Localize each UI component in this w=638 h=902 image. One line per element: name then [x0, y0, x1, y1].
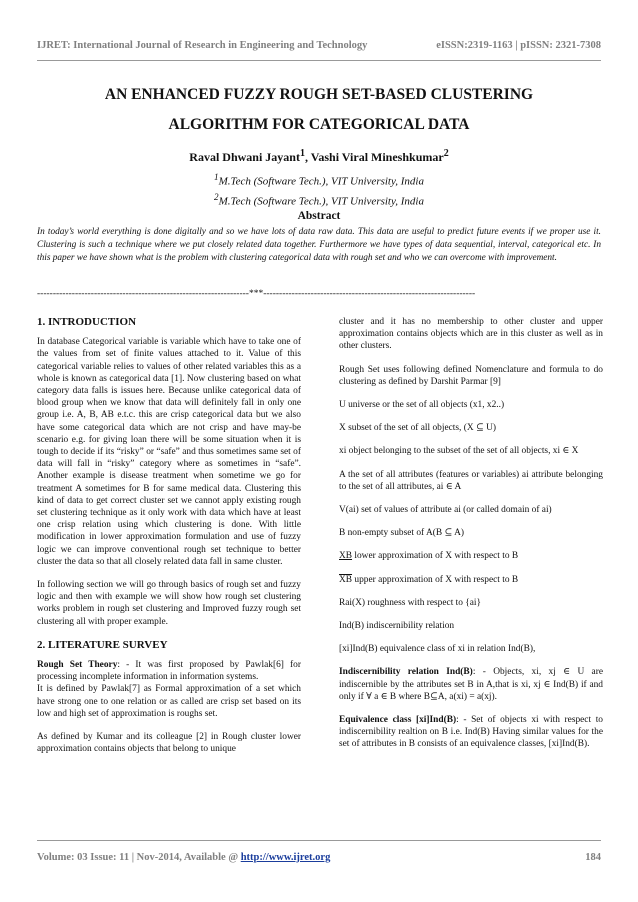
nomenclature-intro: Rough Set uses following defined Nomenclature and formula to do clustering as defined by Darshit Parmar [9]: [339, 364, 603, 387]
def-indiscernibility: Ind(B) indiscernibility relation: [339, 621, 455, 632]
pawlak-definition-paragraph: It is defined by Pawlak[7] as Formal approximation of a set which have strong one to one relation or as called are crisp set based on its low and high set of approximation is roughs set.: [37, 684, 301, 719]
heading-introduction: 1. INTRODUCTION: [37, 316, 137, 328]
section-separator: -------------------------------------------------------------------***-------------------------------------------------------------------: [37, 289, 476, 299]
author-separator: ,: [304, 150, 311, 164]
intro-paragraph-1: In database Categorical variable is variable which have to take one of the values from set of finite values attached to it. Value of this categorical variable relies to values of other related variables this as a whole is known as categorical data [1]. Now clustering based on what category data falls is issues here. Because unlike categorical data of blood group when we know that data will definitely fall in only one group i.e. A, B, AB e.t.c. this are crisp categorical data but we also have some categorical data which are not crisp and have may-be scenario e.g. for giving loan there will be some situation when it is tough to decide if its “risky” or “safe” and thus sometimes same set of data will fall in “risky” category where as sometimes in “safe”. Another example is disease treatment when sometime we go for treatment A sometimes for B for same medical data. Clustering this kind of data to get correct cluster set we cannot apply existing rough set clustering technique as it only work with data which have at least one crisp relation using which clustering is done. With little modification in lower approximation formulation and use of fuzzy logic we can improve conventional rough set technique to better cluster the data so that all closely related data fall in same cluster.: [37, 337, 301, 567]
heading-literature-survey: 2. LITERATURE SURVEY: [37, 638, 168, 651]
affiliations: [37, 170, 601, 209]
def-universe: U universe or the set of all objects (x1, x2..): [339, 400, 505, 411]
author-1: Raval Dhwani Jayant: [189, 150, 300, 164]
abstract-text: In today’s world everything is done digitally and so we have lots of data raw data. This data are useful to predict future events if we proper use it. Clustering is such a technique where we put closely related data together. Furthermore we have types of data sequential, interval, categorical etc. In this paper we have shown what is the problem with clustering categorical data with rough set and who we can overcome with improvement.: [37, 227, 601, 264]
issn: eISSN:2319-1163 | pISSN: 2321-7308: [436, 40, 601, 51]
lower-approx-symbol: XB: [339, 551, 353, 562]
def-b-subset: B non-empty subset of A(B ⊆ A): [339, 528, 465, 539]
left-column: [37, 316, 301, 767]
right-column: [339, 316, 603, 762]
rough-set-theory-paragraph: Rough Set Theory: - It was first proposed by Pawlak[6] for processing incomplete information in information systems.: [37, 660, 301, 683]
def-upper-approx: $\overline{XB}$ upper approximation of X with respect to B: [339, 574, 519, 585]
def-roughness: Rai(X) roughness with respect to {ai}: [339, 597, 482, 608]
running-header: [37, 40, 601, 52]
journal-name: IJRET: International Journal of Research in Engineering and Technology: [37, 40, 368, 51]
kumar-paragraph: As defined by Kumar and its colleague [2] in Rough cluster lower approximation contains objects that belong to unique: [37, 732, 301, 755]
journal-link[interactable]: http://www.ijret.org: [240, 852, 331, 863]
def-object: xi object belonging to the subset of the set of all objects, xi ∈ X: [339, 446, 579, 457]
equivalence-class-paragraph: Equivalence class [xi]Ind(B): - Set of objects xi with respect to indiscernibility realtion on B i.e. Ind(B) Having similar values for the set of attributes in B consists of an equivalence classes, [xi]Ind(B).: [339, 715, 603, 750]
header-rule: [37, 60, 601, 61]
page-number: 184: [585, 852, 601, 863]
volume-info: Volume: 03 Issue: 11 | Nov-2014, Available @ http://www.ijret.org: [37, 852, 331, 863]
upper-approx-symbol: $\overline{XB}$: [339, 574, 353, 585]
author-2-sup: 2: [443, 148, 449, 159]
def-subset: X subset of the set of all objects, (X ⊆ U): [339, 423, 497, 434]
author-2: Vashi Viral Mineshkumar: [310, 150, 444, 164]
abstract-heading: Abstract: [297, 210, 341, 222]
def-values: V(ai) set of values of attribute ai (or called domain of ai): [339, 505, 552, 516]
indiscernibility-relation-paragraph: Indiscernibility relation Ind(B): - Objects, xi, xj ∈ U are indiscernible by the attributes set B in A,that is xi, xj ∈ Ind(B) if and only if ∀ a ∈ B where B⊆A, a(xi) = a(xj).: [339, 667, 603, 702]
intro-paragraph-2: In following section we will go through basics of rough set and fuzzy logic and then with example we will show how rough set clustering works problem in rough set clustering and Improved fuzzy rough set clustering all with proper example.: [37, 580, 301, 627]
affiliation-2: $^2$M.Tech (Software Tech.), VIT University, India: [213, 191, 424, 208]
title-line-1: AN ENHANCED FUZZY ROUGH SET-BASED CLUSTERING: [104, 86, 534, 103]
def-attributes: A the set of all attributes (features or variables) ai attribute belonging to the set of all attributes, ai ∈ A: [339, 469, 603, 492]
title-line-2: ALGORITHM FOR CATEGORICAL DATA: [168, 116, 470, 133]
authors: [37, 148, 601, 165]
def-equivalence: [xi]Ind(B) equivalence class of xi in relation Ind(B),: [339, 644, 536, 655]
affiliation-1: $^1$M.Tech (Software Tech.), VIT University, India: [213, 172, 424, 188]
def-lower-approx: XB lower approximation of X with respect to B: [339, 551, 519, 562]
author-1-sup: 1: [299, 148, 305, 159]
paper-title: [37, 80, 601, 140]
cluster-continuation: cluster and it has no membership to other cluster and upper approximation contains objects which are in this cluster as well as in other clusters.: [339, 317, 603, 352]
footer-rule: [37, 840, 601, 841]
